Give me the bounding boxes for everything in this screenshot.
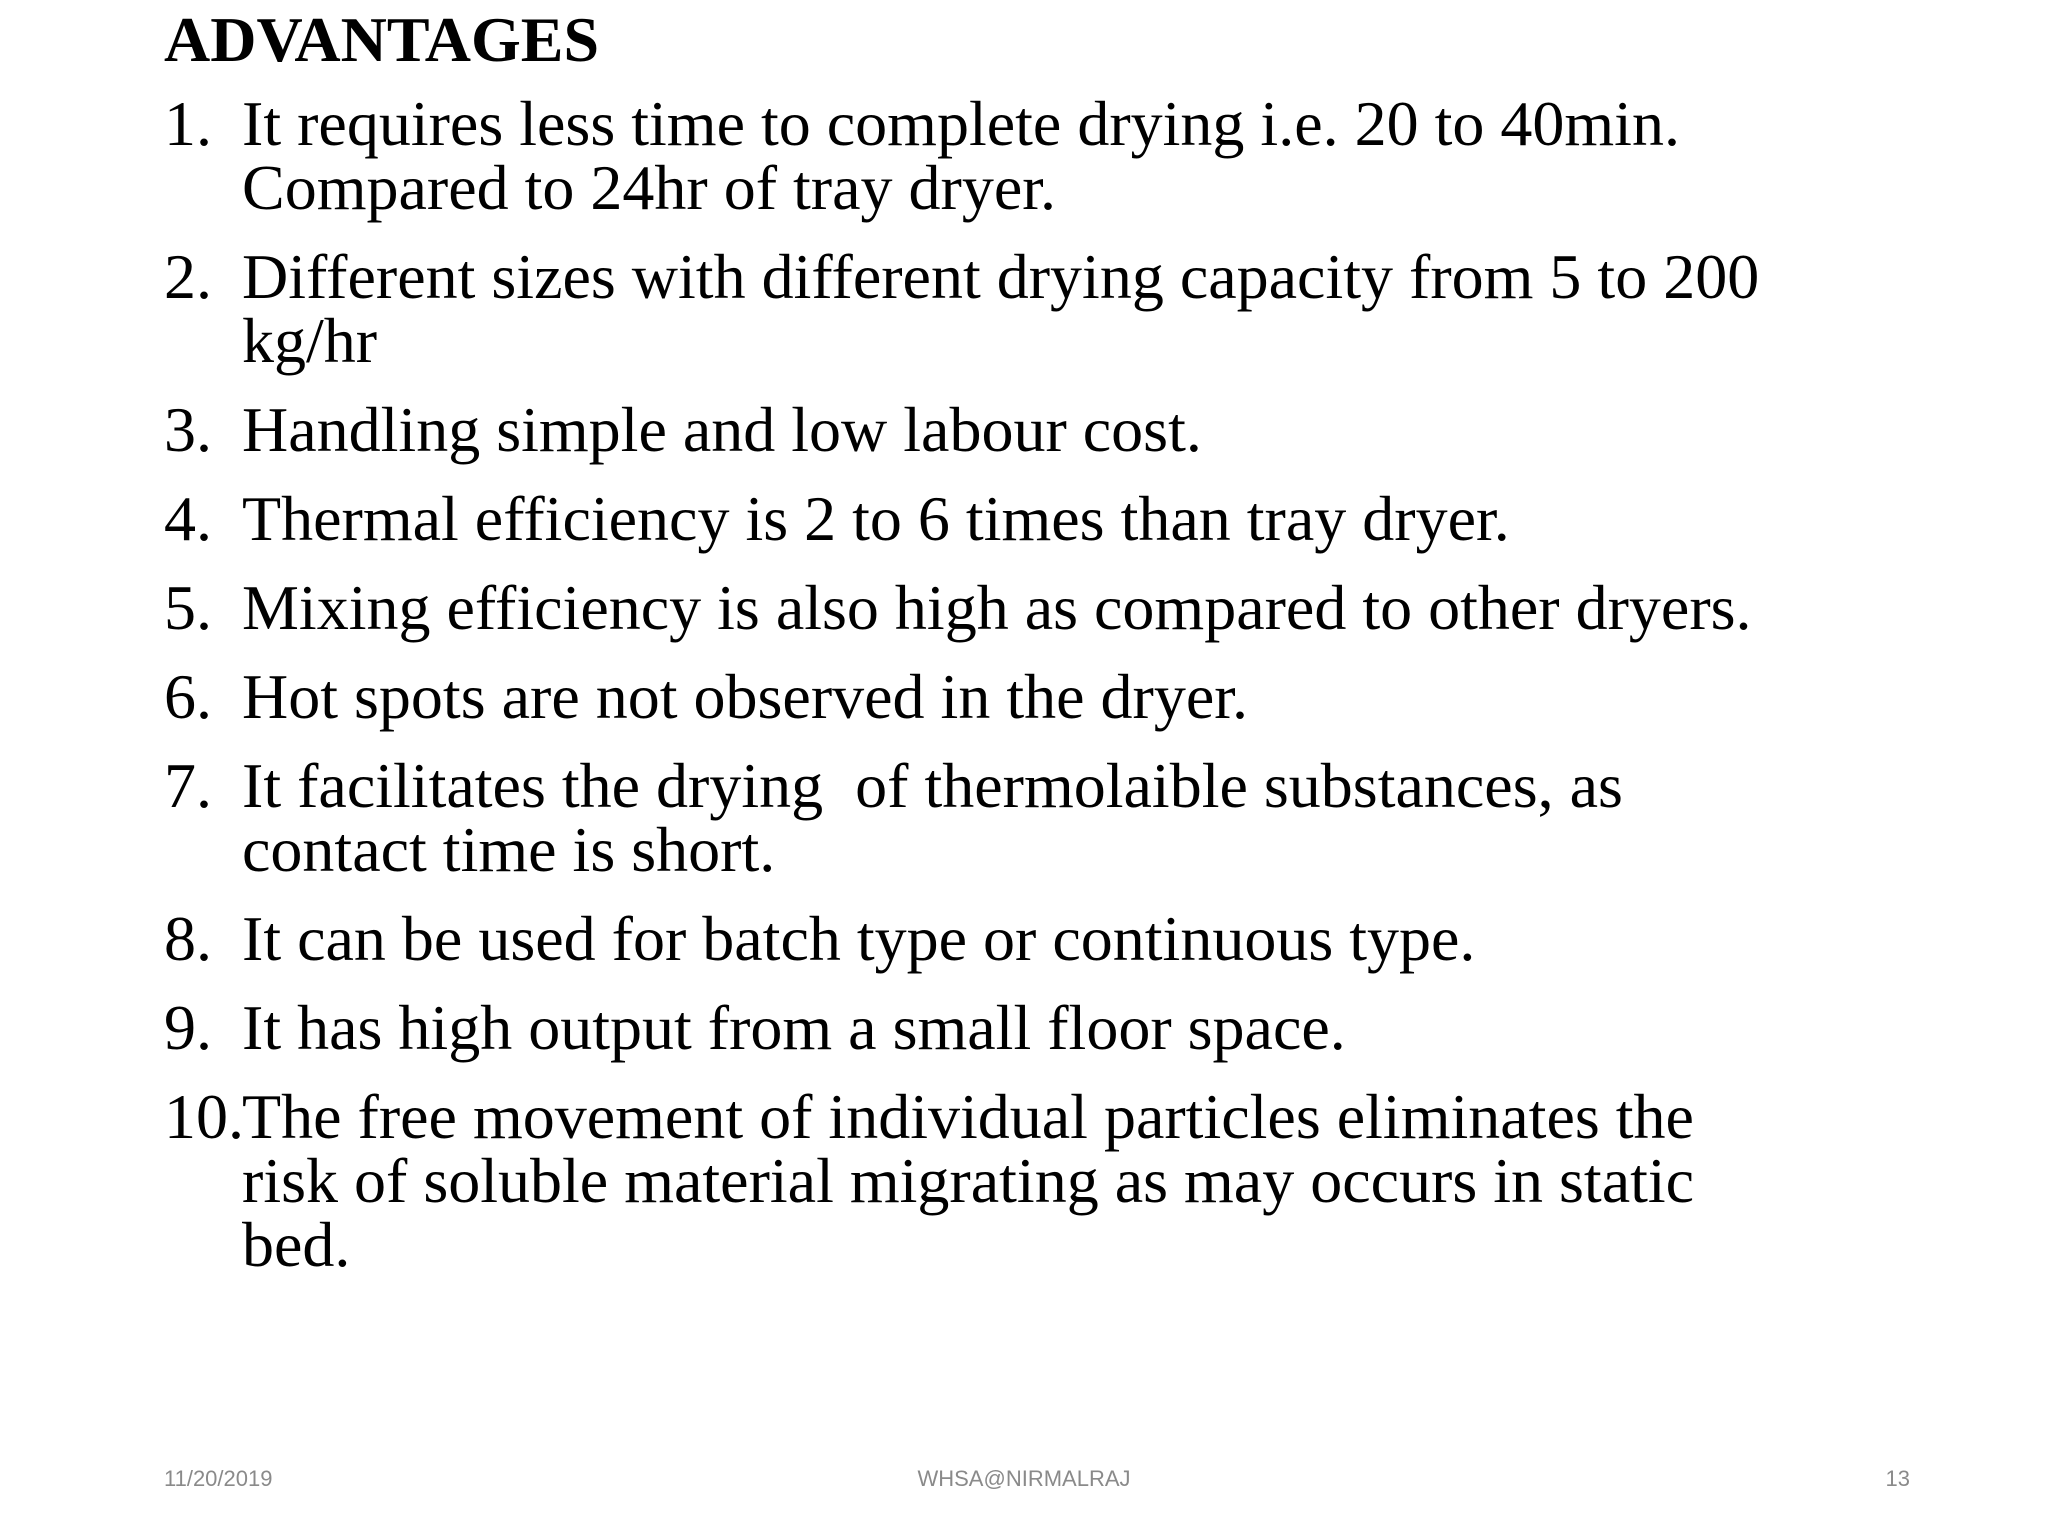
item-text: It can be used for batch type or continuous type. bbox=[242, 903, 1476, 974]
list-item bbox=[164, 661, 1914, 732]
list-item bbox=[164, 903, 1914, 974]
item-number: 1. bbox=[164, 88, 212, 159]
item-text: Mixing efficiency is also high as compared to other dryers. bbox=[242, 572, 1752, 643]
slide-title: ADVANTAGES bbox=[164, 4, 600, 75]
item-text: It facilitates the drying of thermolaible substances, as contact time is short. bbox=[242, 750, 1623, 885]
footer-author: WHSA@NIRMALRAJ bbox=[917, 1466, 1131, 1491]
item-text: Thermal efficiency is 2 to 6 times than tray dryer. bbox=[242, 483, 1510, 554]
footer-page-number: 13 bbox=[1885, 1466, 1910, 1491]
item-number: 9. bbox=[164, 992, 212, 1063]
item-number: 2. bbox=[164, 241, 212, 312]
item-number: 10. bbox=[164, 1081, 244, 1152]
item-text: Different sizes with different drying capacity from 5 to 200 kg/hr bbox=[242, 241, 1760, 376]
advantages-list bbox=[164, 88, 1914, 1302]
item-text: It has high output from a small floor space. bbox=[242, 992, 1346, 1063]
item-number: 4. bbox=[164, 483, 212, 554]
list-item bbox=[164, 572, 1914, 643]
footer-date: 11/20/2019 bbox=[164, 1466, 273, 1491]
item-number: 8. bbox=[164, 903, 212, 974]
list-item bbox=[164, 1081, 1914, 1280]
item-text: Hot spots are not observed in the dryer. bbox=[242, 661, 1248, 732]
item-number: 5. bbox=[164, 572, 212, 643]
item-text: It requires less time to complete drying i.e. 20 to 40min. Compared to 24hr of tray dryer. bbox=[242, 88, 1680, 223]
list-item bbox=[164, 750, 1914, 885]
item-text: Handling simple and low labour cost. bbox=[242, 394, 1202, 465]
item-text: The free movement of individual particles eliminates the risk of soluble material migrating as may occurs in static bed. bbox=[242, 1081, 1695, 1280]
list-item bbox=[164, 88, 1914, 223]
list-item bbox=[164, 241, 1914, 376]
item-number: 3. bbox=[164, 394, 212, 465]
item-number: 6. bbox=[164, 661, 212, 732]
list-item bbox=[164, 394, 1914, 465]
item-number: 7. bbox=[164, 750, 212, 821]
list-item bbox=[164, 483, 1914, 554]
list-item bbox=[164, 992, 1914, 1063]
